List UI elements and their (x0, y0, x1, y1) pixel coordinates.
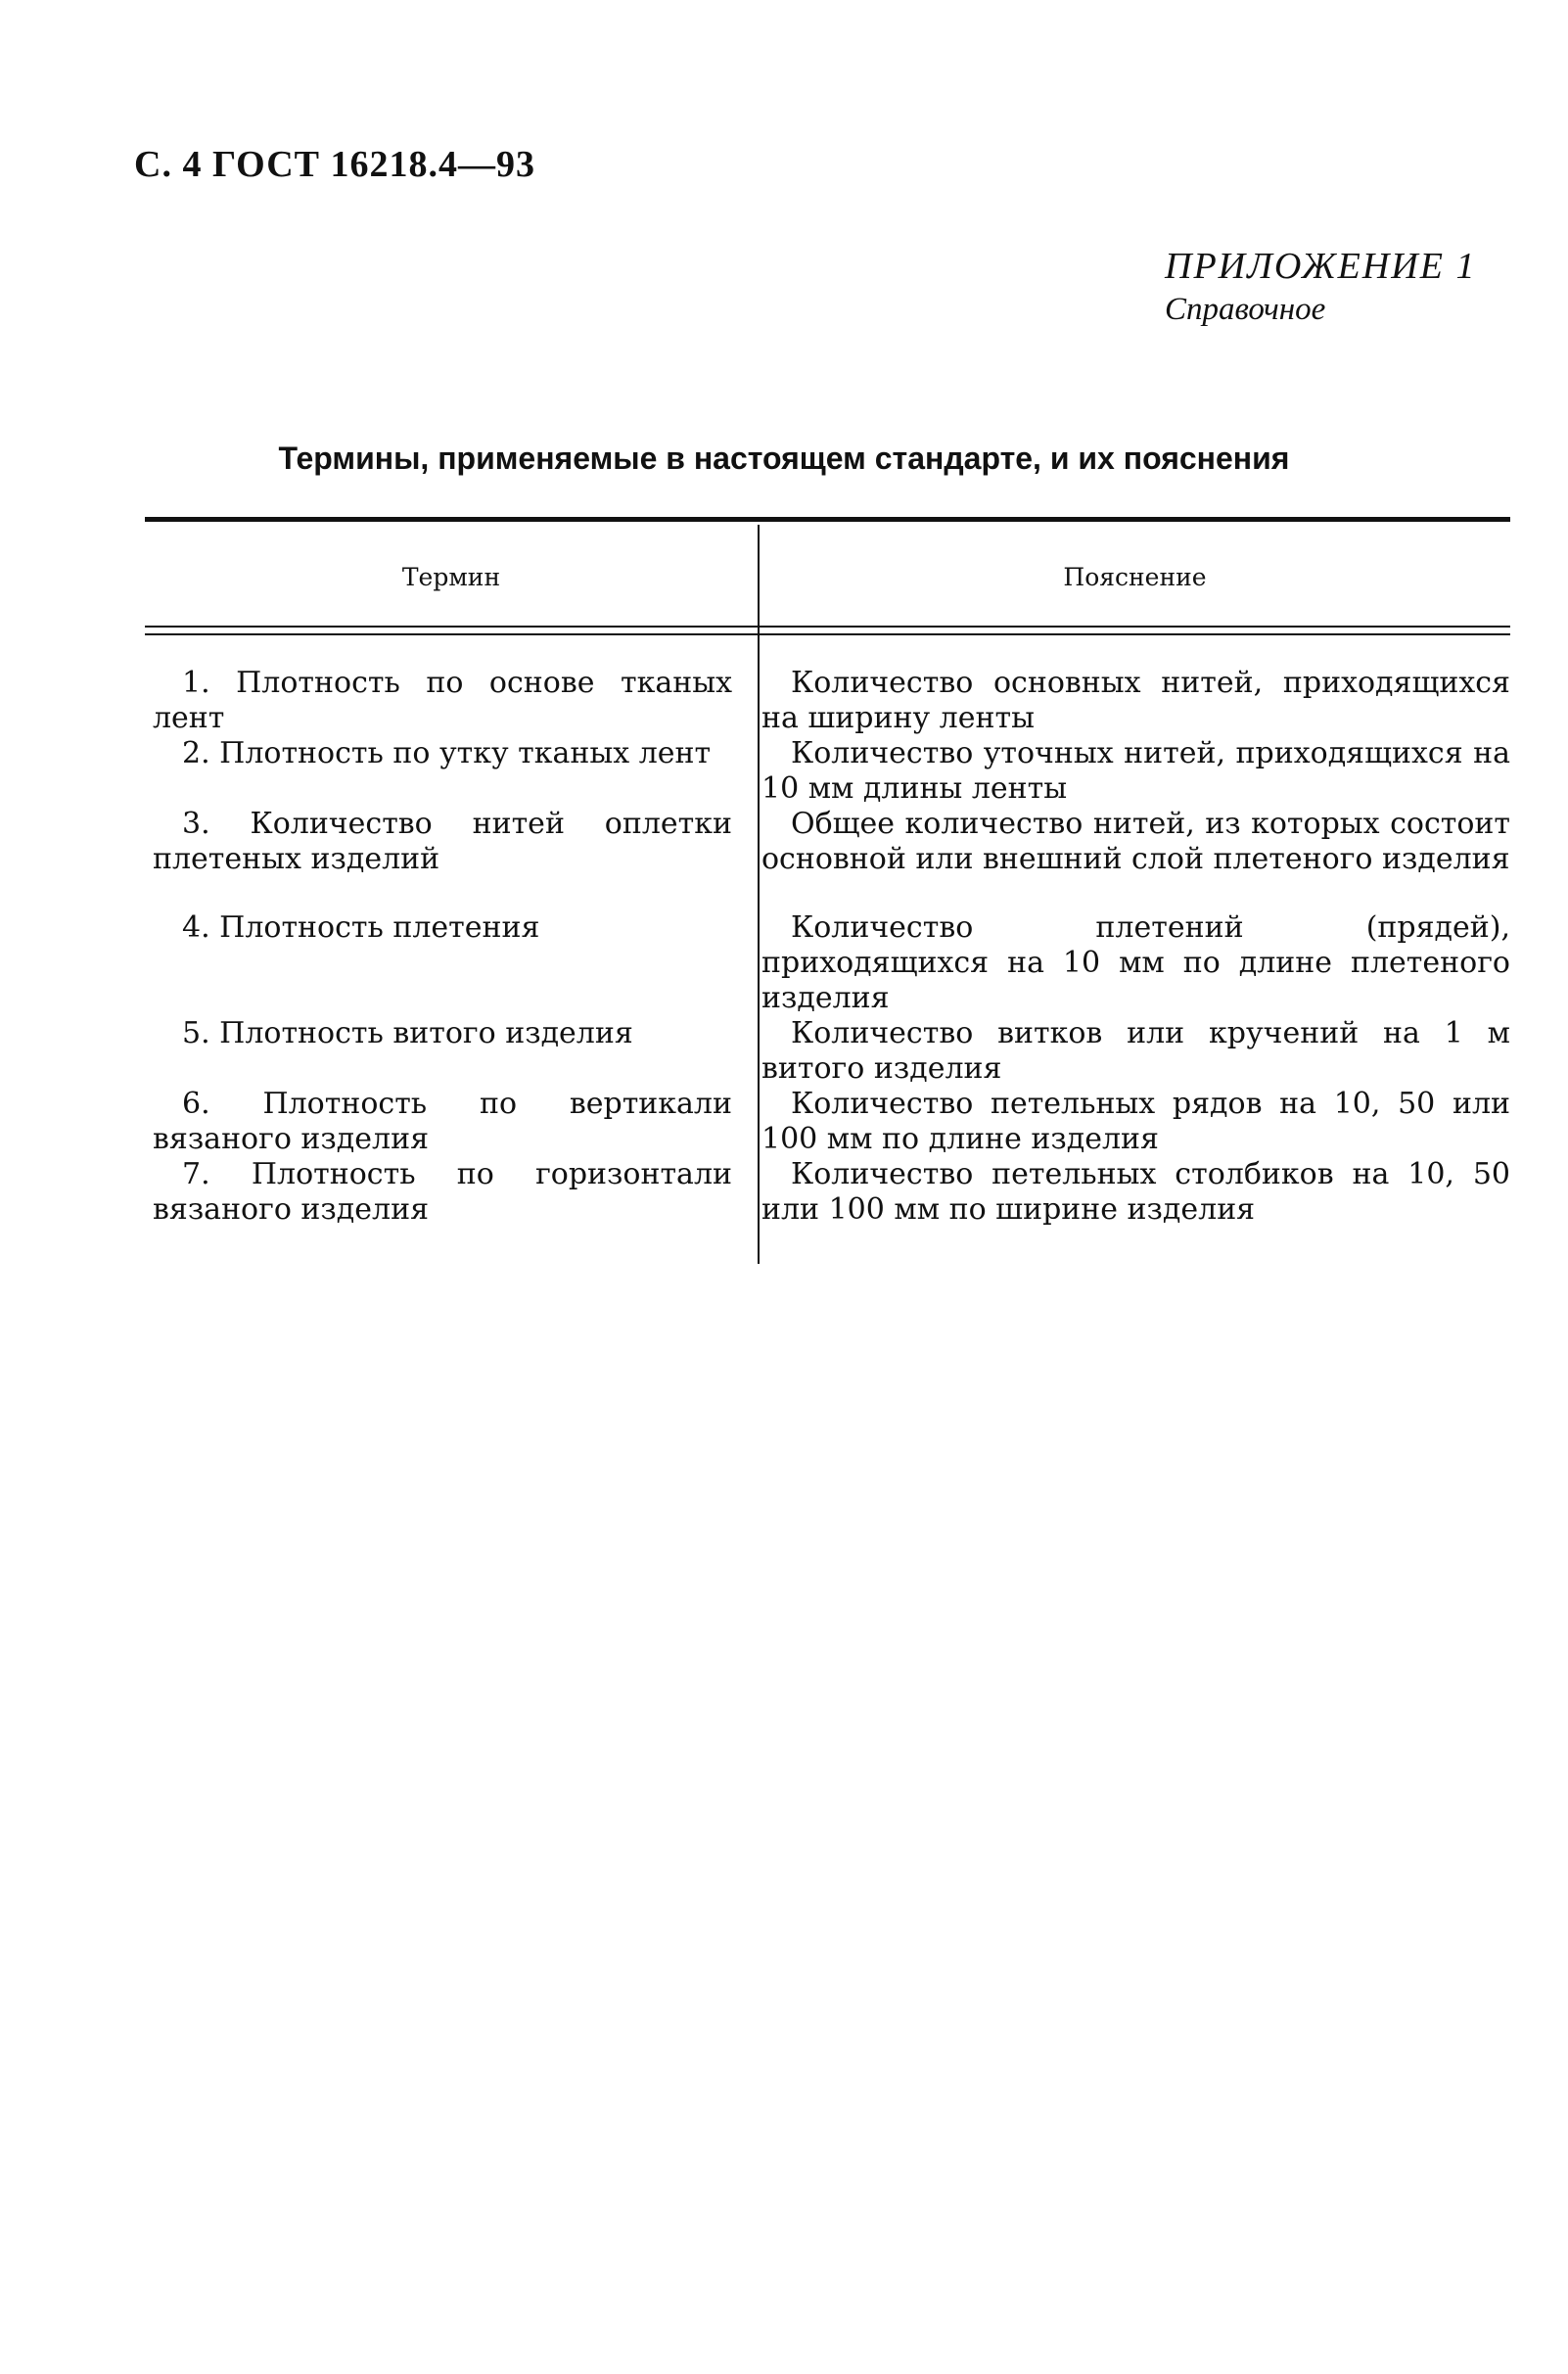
column-header-explanation: Пояснение (1063, 563, 1207, 591)
table-row (145, 1087, 1510, 1157)
appendix-subtitle: Справочное (1165, 292, 1326, 327)
table-row (145, 1157, 1510, 1228)
term-cell: 4. Плотность плетения (182, 910, 540, 945)
term-cell: 6. Плотность по вертикали вязаного изделия (153, 1087, 732, 1156)
explanation-cell: Количество петельных столбиков на 10, 50 или 100 мм по ширине изделия (761, 1157, 1510, 1227)
table-header-rule-double (145, 633, 1510, 635)
term-cell: 7. Плотность по горизонтали вязаного изделия (153, 1157, 732, 1227)
table-row (145, 1016, 1510, 1087)
explanation-cell: Количество уточных нитей, приходящихся на 10 мм длины ленты (761, 736, 1510, 806)
term-cell: 1. Плотность по основе тканых лент (153, 666, 732, 735)
explanation-cell: Количество витков или кручений на 1 м витого изделия (761, 1016, 1510, 1086)
table-row (145, 807, 1510, 910)
term-cell: 2. Плотность по утку тканых лент (182, 736, 712, 770)
column-header-term: Термин (401, 563, 501, 591)
table-row (145, 666, 1510, 736)
term-cell: 5. Плотность витого изделия (182, 1016, 633, 1050)
explanation-cell: Количество плетений (прядей), приходящихся на 10 мм по длине плетеного изделия (761, 910, 1510, 1015)
appendix-label (1165, 245, 1476, 328)
document-title: Термины, применяемые в настоящем стандарте, и их пояснения (278, 441, 1290, 476)
explanation-cell: Количество основных нитей, приходящихся на ширину ленты (761, 666, 1510, 735)
table-row (145, 736, 1510, 807)
explanation-cell: Количество петельных рядов на 10, 50 или 100 мм по длине изделия (761, 1087, 1510, 1156)
terms-table (145, 666, 1510, 1228)
appendix-title: ПРИЛОЖЕНИЕ 1 (1165, 246, 1477, 287)
table-header-rule (145, 626, 1510, 628)
page-header: С. 4 ГОСТ 16218.4—93 (134, 144, 535, 185)
table-top-rule (145, 517, 1510, 522)
table-row (145, 910, 1510, 1016)
explanation-cell: Общее количество нитей, из которых состоит основной или внешний слой плетеного изделия (761, 807, 1510, 876)
term-cell: 3. Количество нитей оплетки плетеных изделий (153, 807, 732, 876)
